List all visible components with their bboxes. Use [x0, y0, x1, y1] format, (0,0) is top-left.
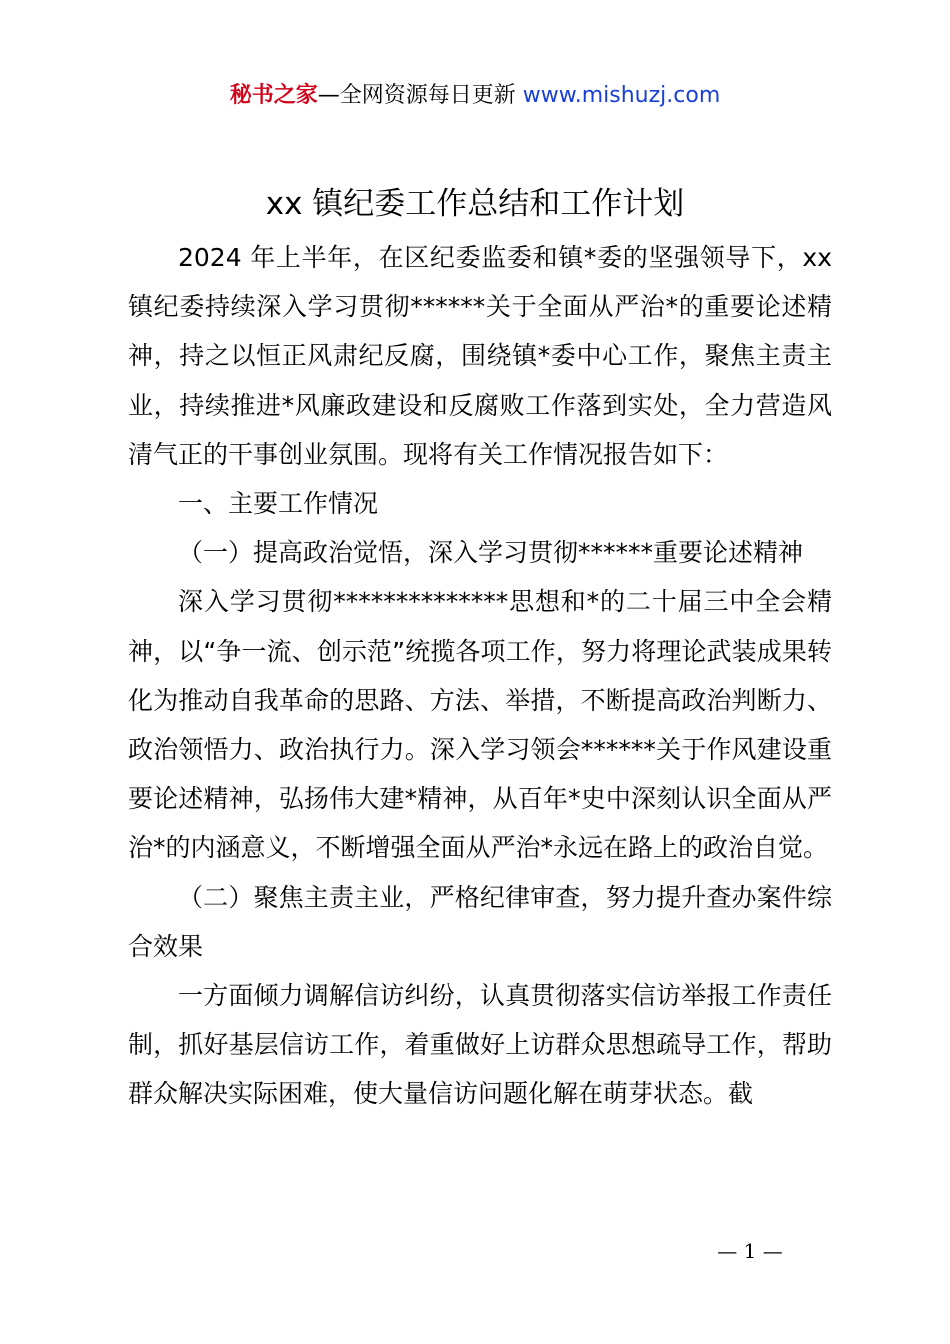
subsection-heading-2: （二）聚焦主责主业，严格纪律审查，努力提升查办案件综合效果	[128, 882, 832, 961]
subsection-heading-1: （一）提高政治觉悟，深入学习贯彻******重要论述精神	[178, 538, 804, 568]
site-url-link[interactable]: www.mishuzj.com	[522, 83, 721, 108]
site-header	[0, 80, 950, 112]
header-slogan: —全网资源每日更新	[317, 83, 516, 108]
paragraph-intro: 2024 年上半年，在区纪委监委和镇*委的坚强领导下，xx 镇纪委持续深入学习贯彻******关于全面从严治*的重要论述精神，持之以恒正风肃纪反腐，围绕镇*委中心工作，聚焦主责主业，持续推进*风廉政建设和反腐败工作落到实处，全力营造风清气正的干事创业氛围。现将有关工作情况报告如下：	[128, 243, 832, 469]
section-heading: 一、主要工作情况	[178, 489, 379, 519]
page-number: — 1 —	[717, 1239, 783, 1263]
paragraph-study: 深入学习贯彻**************思想和*的二十届三中全会精神，以“争一流、创示范”统揽各项工作，努力将理论武装成果转化为推动自我革命的思路、方法、举措，不断提高政治判断力、政治领悟力、政治执行力。深入学习领会******关于作风建设重要论述精神，弘扬伟大建*精神，从百年*史中深刻认识全面从严治*的内涵意义，不断增强全面从严治*永远在路上的政治自觉。	[128, 587, 832, 863]
paragraph-petition: 一方面倾力调解信访纠纷，认真贯彻落实信访举报工作责任制，抓好基层信访工作，着重做好上访群众思想疏导工作，帮助群众解决实际困难，使大量信访问题化解在萌芽状态。截	[128, 981, 832, 1109]
document-title: xx 镇纪委工作总结和工作计划	[265, 186, 685, 222]
brand-name: 秘书之家	[229, 83, 318, 108]
document-body	[128, 233, 832, 1119]
